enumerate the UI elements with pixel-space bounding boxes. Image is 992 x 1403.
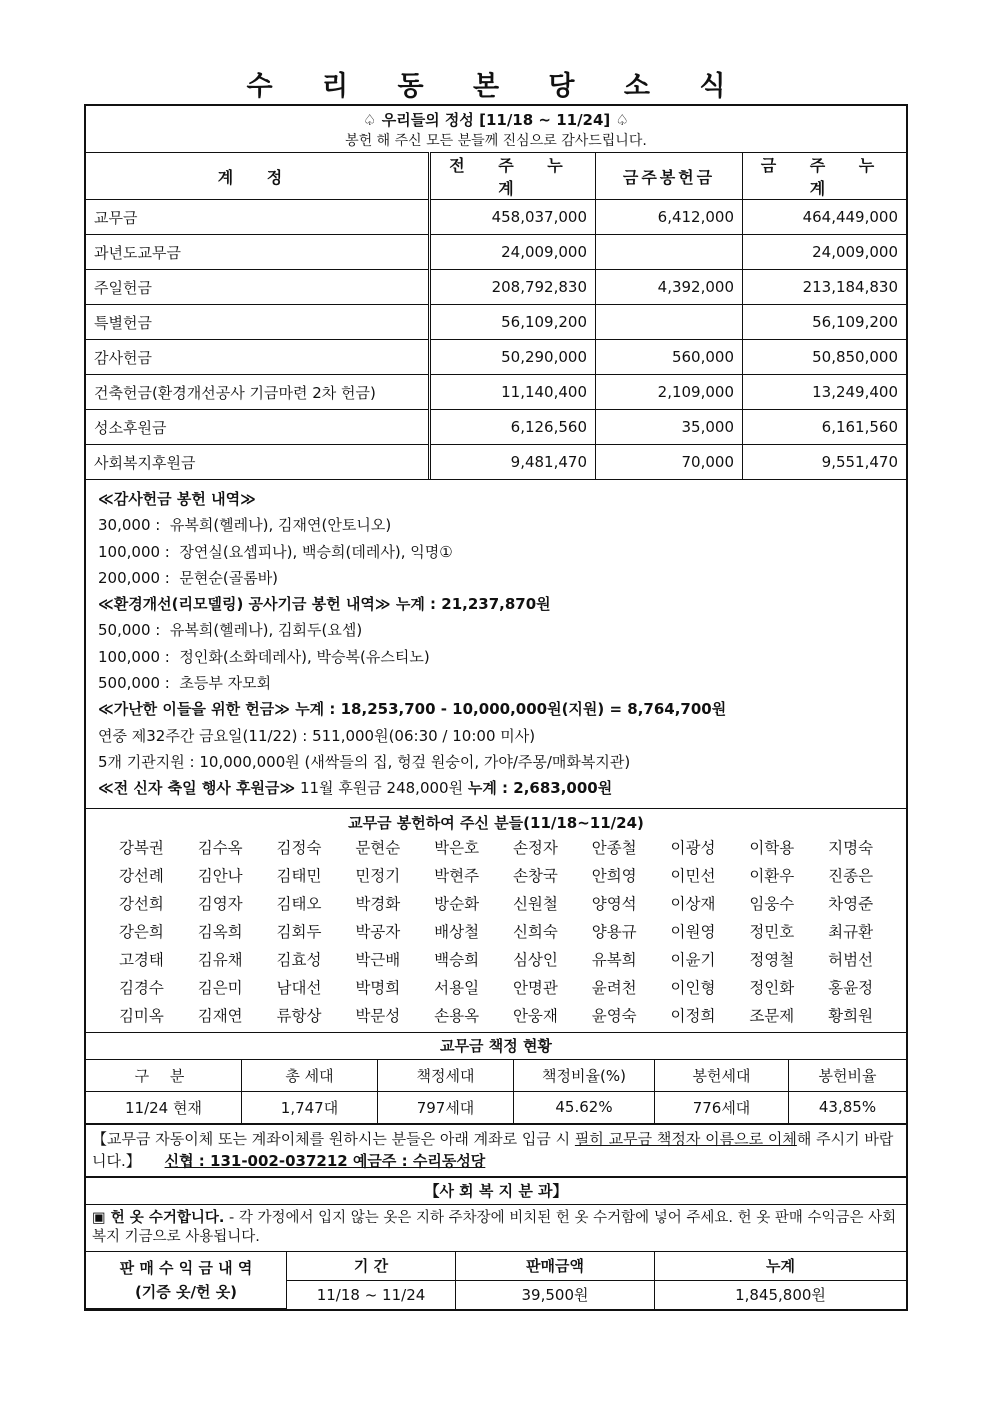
this-week: 4,392,000	[596, 270, 743, 305]
account-name: 사회복지후원금	[86, 445, 430, 480]
donor-name: 심상인	[512, 950, 558, 969]
table-row	[86, 1091, 906, 1123]
donor-name: 안희영	[591, 866, 637, 885]
col-sales-total: 누계	[655, 1251, 907, 1280]
page-title: 수 리 동 본 당 소 식	[246, 71, 746, 102]
donor-name: 박근배	[355, 950, 401, 969]
account-name: 과년도교무금	[86, 235, 430, 270]
donor-name: 김유채	[197, 950, 243, 969]
donor-name: 강복권	[118, 838, 164, 857]
poor-offering-title: ≪가난한 이들을 위한 헌금≫ 누계 : 18,253,700 - 10,000,000원(지원) = 8,764,700원	[98, 700, 727, 719]
donor-name: 양영석	[591, 894, 637, 913]
welfare-heading: 【사 회 복 지 분 과】	[86, 1178, 906, 1205]
donor-name: 김재연	[197, 1006, 243, 1025]
current-total: 50,850,000	[743, 340, 907, 375]
prev-total: 11,140,400	[430, 375, 596, 410]
donor-name: 민정기	[355, 866, 401, 885]
donor-name: 김태오	[276, 894, 322, 913]
donor-name: 박명희	[355, 978, 401, 997]
amount: 100,000	[98, 647, 161, 666]
donor-name: 박은호	[434, 838, 480, 857]
donor-names: 초등부 자모회	[179, 674, 272, 693]
donor-name: 강선례	[118, 866, 164, 885]
donor-name: 윤영숙	[591, 1006, 637, 1025]
list-item: 200,000 : 문현순(골롬바)	[98, 568, 279, 587]
feast-title: ≪전 신자 축일 행사 후원금≫	[98, 779, 296, 798]
assessment-header-row	[86, 1059, 906, 1091]
donor-name: 강은희	[118, 922, 164, 941]
donor-name: 김경수	[118, 978, 164, 997]
donor-names-grid	[86, 834, 906, 1032]
sales-amount: 39,500원	[456, 1280, 655, 1309]
donor-name: 안웅재	[512, 1006, 558, 1025]
feast-month: 11월 후원금 248,000원	[295, 779, 468, 798]
donor-name: 허범선	[828, 950, 874, 969]
donor-names: 문현순(골롬바)	[179, 568, 279, 587]
donor-name: 김영자	[197, 894, 243, 913]
donor-name: 이환우	[749, 866, 795, 885]
remodel-fund-title: ≪환경개선(리모델링) 공사기금 봉헌 내역≫ 누계 : 21,237,870원	[98, 595, 551, 614]
donor-name: 안명관	[512, 978, 558, 997]
donor-name: 김은미	[197, 978, 243, 997]
this-week: 2,109,000	[596, 375, 743, 410]
donor-name: 윤려천	[591, 978, 637, 997]
table-row	[86, 410, 906, 445]
donor-name: 정민호	[749, 922, 795, 941]
donor-name: 김정숙	[276, 838, 322, 857]
donor-name: 지명숙	[828, 838, 874, 857]
current-total: 24,009,000	[743, 235, 907, 270]
account-name: 감사헌금	[86, 340, 430, 375]
feast-total: 누계 : 2,683,000원	[467, 779, 613, 798]
this-week	[596, 235, 743, 270]
sales-label	[86, 1251, 287, 1309]
welfare-section	[86, 1176, 906, 1310]
donor-name: 홍윤정	[828, 978, 874, 997]
transfer-notice	[86, 1124, 906, 1176]
amount: 200,000	[98, 568, 161, 587]
donor-name: 신희숙	[512, 922, 558, 941]
assessed-households: 797세대	[378, 1091, 514, 1123]
current-total: 6,161,560	[743, 410, 907, 445]
donor-names: 유복희(헬레나), 김회두(요셉)	[169, 621, 363, 640]
donor-name: 김옥희	[197, 922, 243, 941]
donor-name: 황희원	[828, 1006, 874, 1025]
donor-name: 이광성	[670, 838, 716, 857]
list-item: 50,000 : 유복희(헬레나), 김회두(요셉)	[98, 621, 363, 640]
table-row	[86, 200, 906, 235]
col-assessed-ratio: 책정비율(%)	[514, 1059, 655, 1091]
prev-total: 56,109,200	[430, 305, 596, 340]
account-name: 건축헌금(환경개선공사 기금마련 2차 헌금)	[86, 375, 430, 410]
this-week: 35,000	[596, 410, 743, 445]
assessment-section	[86, 1032, 906, 1124]
welfare-notice-title: ▣ 헌 옷 수거합니다.	[92, 1209, 225, 1226]
table-row	[86, 235, 906, 270]
donor-name: 김수옥	[197, 838, 243, 857]
this-week: 560,000	[596, 340, 743, 375]
notice-text: 【교무금 자동이체 또는 계좌이체를 원하시는 분들은 아래 계좌로 입금 시	[92, 1129, 575, 1148]
col-category: 구 분	[86, 1059, 242, 1091]
table-row	[86, 340, 906, 375]
this-week: 6,412,000	[596, 200, 743, 235]
current-total: 464,449,000	[743, 200, 907, 235]
feast-support-line	[98, 775, 894, 801]
prev-total: 208,792,830	[430, 270, 596, 305]
donor-name: 손용옥	[434, 1006, 480, 1025]
donor-name: 박공자	[355, 922, 401, 941]
donor-name: 김안나	[197, 866, 243, 885]
thanks-offering-title: ≪감사헌금 봉헌 내역≫	[98, 490, 256, 508]
bank-account: 신협 : 131-002-037212 예금주 : 수리동성당	[164, 1151, 486, 1170]
donor-name: 이원영	[670, 922, 716, 941]
account-name: 교무금	[86, 200, 430, 235]
col-account: 계 정	[86, 153, 430, 200]
donor-name: 김효성	[276, 950, 322, 969]
prev-total: 458,037,000	[430, 200, 596, 235]
donor-name: 방순화	[434, 894, 480, 913]
donor-name: 진종은	[828, 866, 874, 885]
donor-name: 박현주	[434, 866, 480, 885]
donor-name: 김미옥	[118, 1006, 164, 1025]
offering-subheading: 봉헌 해 주신 모든 분들께 진심으로 감사드립니다.	[345, 133, 647, 149]
donor-names: 정인화(소화데레사), 박승복(유스티노)	[179, 647, 430, 666]
table-row	[86, 445, 906, 480]
current-total: 213,184,830	[743, 270, 907, 305]
col-this-week: 금주봉헌금	[596, 153, 743, 200]
donor-name: 정영철	[749, 950, 795, 969]
this-week	[596, 305, 743, 340]
donor-name: 남대선	[276, 978, 322, 997]
notice-underlined: 필히 교무금 책정자 이름으로 이체	[574, 1129, 797, 1148]
donor-name: 이민선	[670, 866, 716, 885]
paid-households: 776세대	[655, 1091, 789, 1123]
welfare-notice	[86, 1205, 906, 1251]
prev-total: 24,009,000	[430, 235, 596, 270]
offering-header-row	[86, 153, 906, 200]
donor-name: 류항상	[276, 1006, 322, 1025]
donor-name: 이윤기	[670, 950, 716, 969]
assessed-ratio: 45.62%	[514, 1091, 655, 1123]
poor-support-line: 5개 기관지원 : 10,000,000원 (새싹들의 집, 헝겊 원숭이, 가야/주몽/매화복지관)	[98, 752, 631, 771]
donor-name: 이인형	[670, 978, 716, 997]
period: 11/18 ~ 11/24	[287, 1280, 456, 1309]
assessment-heading: 교무금 책정 현황	[440, 1036, 552, 1055]
donor-name: 배상철	[434, 922, 480, 941]
amount: 30,000	[98, 516, 151, 535]
account-name: 특별헌금	[86, 305, 430, 340]
prev-total: 50,290,000	[430, 340, 596, 375]
donor-name: 이정희	[670, 1006, 716, 1025]
sales-label-main: 판 매 수 익 금 내 역	[119, 1258, 253, 1277]
col-paid-ratio: 봉헌비율	[789, 1059, 907, 1091]
welfare-notice-text: - 각 가정에서 입지 않는 옷은 지하 주차장에 비치된 헌 옷 수거함에 넣어 주세요. 헌 옷 판매 수익금은 사회복지 기금으로 사용됩니다.	[92, 1209, 897, 1245]
donor-name: 신원철	[512, 894, 558, 913]
donor-name: 유복희	[591, 950, 637, 969]
offering-header	[86, 106, 906, 152]
category: 11/24 현재	[86, 1091, 242, 1123]
table-row	[86, 270, 906, 305]
donor-name: 차영준	[828, 894, 874, 913]
list-item: 500,000 : 초등부 자모회	[98, 674, 272, 693]
sales-label-sub: (기증 옷/헌 옷)	[134, 1282, 238, 1301]
donor-names-heading: 교무금 봉헌하여 주신 분들(11/18~11/24)	[348, 813, 644, 832]
offering-table	[86, 152, 906, 479]
current-total: 9,551,470	[743, 445, 907, 480]
donor-name: 김태민	[276, 866, 322, 885]
donor-name: 강선희	[118, 894, 164, 913]
col-assessed-households: 책정세대	[378, 1059, 514, 1091]
donor-name: 고경태	[118, 950, 164, 969]
this-week: 70,000	[596, 445, 743, 480]
offering-heading: ♤ 우리들의 정성 [11/18 ~ 11/24] ♤	[363, 111, 629, 129]
donor-name: 안종철	[591, 838, 637, 857]
notice-text-end: 해 주시기 바랍니다.】	[92, 1129, 894, 1170]
poor-offering-line: 연중 제32주간 금요일(11/22) : 511,000원(06:30 / 10:00 미사)	[98, 726, 536, 745]
col-period: 기 간	[287, 1251, 456, 1280]
donor-name: 손창국	[512, 866, 558, 885]
col-current-total: 금 주 누 계	[743, 153, 907, 200]
list-item: 100,000 : 장연실(요셉피나), 백승희(데레사), 익명①	[98, 542, 453, 561]
amount: 50,000	[98, 621, 151, 640]
amount: 100,000	[98, 542, 161, 561]
account-name: 주일헌금	[86, 270, 430, 305]
donor-names: 유복희(헬레나), 김재연(안토니오)	[169, 516, 392, 535]
donor-name: 김회두	[276, 922, 322, 941]
donor-name: 조문제	[749, 1006, 795, 1025]
current-total: 56,109,200	[743, 305, 907, 340]
paid-ratio: 43,85%	[789, 1091, 907, 1123]
donation-details	[86, 479, 906, 808]
donor-name: 문현순	[355, 838, 401, 857]
total-households: 1,747대	[242, 1091, 378, 1123]
table-row	[86, 305, 906, 340]
donor-name: 백승희	[434, 950, 480, 969]
donor-name: 최규환	[828, 922, 874, 941]
donor-name: 이학용	[749, 838, 795, 857]
donor-name: 손정자	[512, 838, 558, 857]
donor-names: 장연실(요셉피나), 백승희(데레사), 익명①	[179, 542, 453, 561]
col-paid-households: 봉헌세대	[655, 1059, 789, 1091]
donor-name: 양용규	[591, 922, 637, 941]
col-total-households: 총 세대	[242, 1059, 378, 1091]
col-prev-total: 전 주 누 계	[430, 153, 596, 200]
account-name: 성소후원금	[86, 410, 430, 445]
donor-name: 박문성	[355, 1006, 401, 1025]
list-item: 100,000 : 정인화(소화데레사), 박승복(유스티노)	[98, 647, 430, 666]
table-row	[86, 375, 906, 410]
donor-name: 박경화	[355, 894, 401, 913]
sales-total: 1,845,800원	[655, 1280, 907, 1309]
list-item: 30,000 : 유복희(헬레나), 김재연(안토니오)	[98, 516, 392, 535]
donor-name: 이상재	[670, 894, 716, 913]
bulletin-frame	[84, 104, 908, 1311]
donor-name: 정인화	[749, 978, 795, 997]
sales-table	[86, 1251, 906, 1310]
current-total: 13,249,400	[743, 375, 907, 410]
amount: 500,000	[98, 674, 161, 693]
donor-name: 임웅수	[749, 894, 795, 913]
donor-name: 서용일	[434, 978, 480, 997]
donor-names-section	[86, 808, 906, 1032]
col-sales-amount: 판매금액	[456, 1251, 655, 1280]
prev-total: 9,481,470	[430, 445, 596, 480]
prev-total: 6,126,560	[430, 410, 596, 445]
assessment-table	[86, 1059, 906, 1124]
sales-header-row	[86, 1251, 906, 1280]
